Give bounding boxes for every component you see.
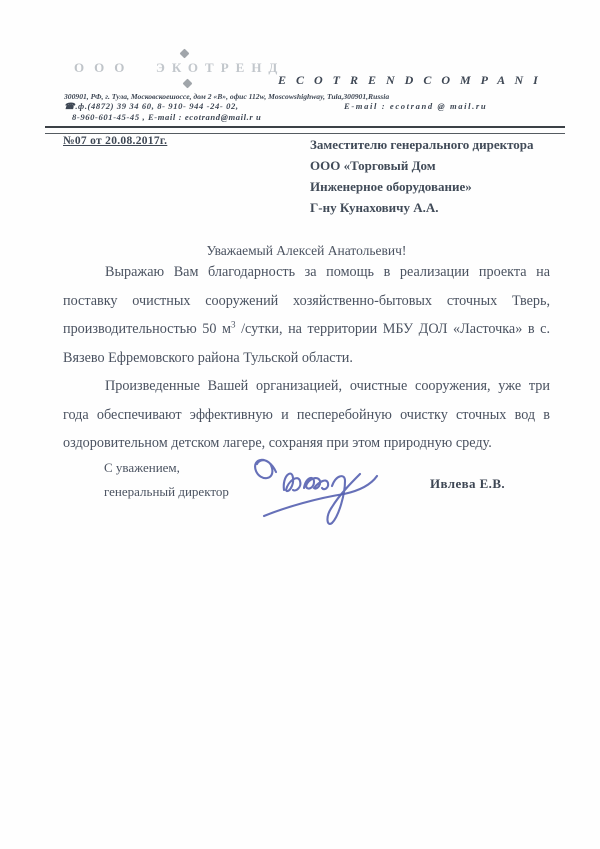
leaf-icon: [180, 49, 190, 59]
paragraph-2: Произведенные Вашей организацией, очистные сооружения, уже три года обеспечивают эффективную и песперебойную очистку сточных вод в оздоровительном детском лагере, сохраняя при этом природную среду.: [63, 378, 550, 451]
recipient-line: Инженерное оборудование»: [310, 179, 472, 194]
recipient-line: ООО «Торговый Дом: [310, 158, 436, 173]
signoff-block: [104, 456, 229, 504]
logo-ooo-text: ООО: [74, 60, 135, 75]
handwritten-signature: [246, 448, 396, 534]
logo-company-name: ЭКОТРЕНД: [156, 60, 285, 75]
recipient-line: Заместителю генерального директора: [310, 137, 534, 152]
company-email: E-mail : ecotrand @ mail.ru: [344, 101, 488, 111]
company-name-english: E C O T R E N D C O M P A N I: [278, 73, 542, 87]
recipient-block: [310, 134, 534, 218]
signoff-title: генеральный директор: [104, 484, 229, 499]
letter-body: [63, 258, 550, 458]
salutation: Уважаемый Алексей Анатольевич!: [206, 243, 407, 258]
paragraph-1-text-cont: /сутки, на территории МБУ ДОЛ «Ласточка» в с. Вязево Ефремовского района Тульской области.: [63, 321, 550, 366]
phone-line-1: [64, 101, 239, 112]
phone-numbers: .ф.(4872) 39 34 60, 8- 910- 944 -24- 02,: [75, 101, 239, 111]
paragraph-1: [63, 258, 550, 372]
phone-line-2: 8-960-601-45-45 , E-mail : ecotrand@mail.r u: [72, 112, 262, 122]
phone-icon: ☎: [64, 101, 76, 111]
paragraph-1-text: Выражаю Вам благодарность за помощь в реализации проекта на поставку очистных сооружений хозяйственно-бытовых сточных Тверь, производительностью 50 м: [63, 264, 550, 337]
recipient-line: Г-ну Кунаховичу А.А.: [310, 200, 439, 215]
cubic-meter-superscript: 3: [231, 319, 236, 330]
reference-number-date: №07 от 20.08.2017г.: [63, 135, 168, 147]
company-address: 300901, РФ, г. Тула, Московскоешоссе, дом 2 «В», офис 112w, Moscowshighway, Tula,300901,Russia: [64, 92, 390, 101]
signoff-regards: С уважением,: [104, 460, 180, 475]
leaf-icon: [183, 79, 193, 89]
header-divider: [45, 126, 565, 134]
director-name: Ивлева Е.В.: [430, 476, 506, 491]
